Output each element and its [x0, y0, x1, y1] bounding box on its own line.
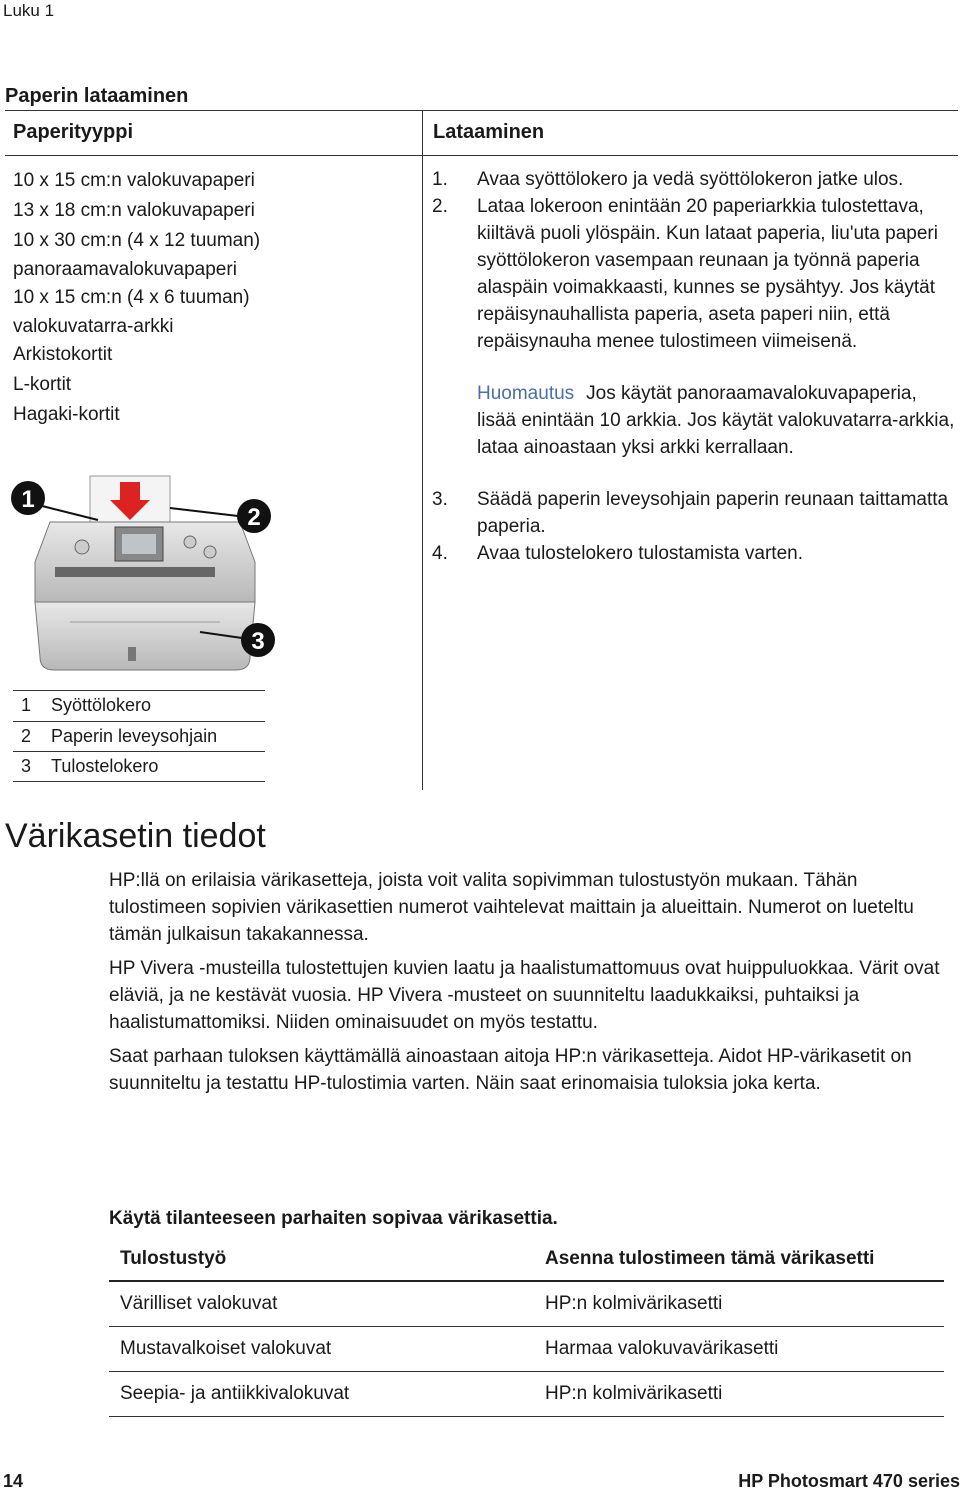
lock-icon: [128, 647, 136, 661]
legend-row: [13, 721, 265, 752]
step-number: 2.: [432, 196, 448, 217]
loading-steps: [432, 166, 957, 567]
step-number: 1.: [432, 169, 448, 190]
callout-marker-label: 1: [21, 486, 35, 513]
page-number: 14: [3, 1471, 24, 1491]
note-label: Huomautus: [477, 383, 575, 404]
button-icon: [75, 540, 89, 554]
step-1: [432, 166, 957, 193]
step-text: Lataa lokeroon enintään 20 paperiarkkia tulostettava, kiiltävä puoli ylöspäin. Kun lataat paperia, liu'uta paperi syöttölokeron vasempaan reunaan ja työnnä paperia alaspäin voimakkaasti, kunnes se pysähtyy. Jos käytät repäisynauhallista paperia, aseta paperi niin, että repäisynauha menee tulostimeen viimeisenä.: [477, 196, 938, 352]
table-header-rule: [5, 155, 958, 156]
table-cell: HP:n kolmivärikasetti: [534, 1281, 944, 1326]
table-header-cell: Asenna tulostimeen tämä värikasetti: [534, 1236, 944, 1281]
table-cell: Värilliset valokuvat: [109, 1281, 534, 1326]
table-header-row: [109, 1236, 944, 1281]
legend-number: 1: [21, 695, 32, 716]
table-cell: Mustavalkoiset valokuvat: [109, 1326, 534, 1371]
legend-label: Syöttölokero: [51, 695, 152, 716]
callout-marker-label: 3: [251, 628, 265, 655]
product-name: HP Photosmart 470 series: [738, 1471, 960, 1491]
paragraph: HP Vivera -musteilla tulostettujen kuvien laatu ja haalistumattomuus ovat huippuluokkaa. Värit ovat eläviä, ja ne kestävät vuosia. HP Vivera -musteet on suunniteltu laadukkaiksi, puhtaiksi ja haalistumattomiksi. Niiden ominaisuudet on myös testattu.: [109, 958, 940, 1033]
step-text: Avaa syöttölokero ja vedä syöttölokeron jatke ulos.: [477, 169, 904, 190]
button-icon: [184, 536, 196, 548]
paper-type-item: panoraamavalokuvapaperi: [13, 259, 237, 280]
chapter-label: Luku 1: [3, 1, 55, 20]
body-text: [109, 867, 949, 1104]
table-cell: Harmaa valokuvavärikasetti: [534, 1326, 944, 1371]
button-icon: [204, 546, 216, 558]
note: [477, 380, 957, 461]
legend-label: Tulostelokero: [51, 755, 159, 776]
step-3: [432, 486, 957, 540]
paragraph: HP:llä on erilaisia värikasetteja, joista voit valita sopivimman tulostustyön mukaan. Tähän tulostimeen sopivien värikasettien numerot vaihtelevat maittain ja alueittain. Numerot on lueteltu tämän julkaisun takakannessa.: [109, 870, 914, 945]
callout-legend: [13, 690, 265, 782]
section-title: Paperin lataaminen: [5, 85, 189, 107]
table-column-divider: [422, 110, 423, 790]
paper-type-item: valokuvatarra-arkki: [13, 316, 174, 337]
screen-display: [122, 534, 156, 554]
ink-table-title: Käytä tilanteeseen parhaiten sopivaa värikasettia.: [109, 1208, 558, 1229]
paper-type-item: 13 x 18 cm:n valokuvapaperi: [13, 200, 255, 221]
printer-illustration: [10, 472, 278, 677]
loading-header: Lataaminen: [433, 121, 545, 143]
step-text: Avaa tulostelokero tulostamista varten.: [477, 543, 803, 564]
paragraph: Saat parhaan tuloksen käyttämällä ainoastaan aitoja HP:n värikasetteja. Aidot HP-värikasetit on suunniteltu ja testattu HP-tulostimia varten. Näin saat erinomaisia tuloksia joka kerta.: [109, 1046, 912, 1094]
callout-marker-label: 2: [247, 504, 261, 531]
table-cell: HP:n kolmivärikasetti: [534, 1371, 944, 1416]
step-number: 3.: [432, 489, 448, 510]
paper-type-item: Hagaki-kortit: [13, 404, 120, 425]
paper-type-item: Arkistokortit: [13, 344, 113, 365]
legend-row: [13, 690, 265, 721]
ink-table: [109, 1236, 944, 1417]
table-cell: Seepia- ja antiikkivalokuvat: [109, 1371, 534, 1416]
paper-type-list: [13, 166, 260, 430]
step-4: [432, 540, 957, 567]
legend-row: [13, 751, 265, 782]
step-text: Säädä paperin leveysohjain paperin reunaan taittamatta paperia.: [477, 489, 949, 537]
table-row: [109, 1371, 944, 1416]
table-row: [109, 1326, 944, 1371]
note-text: Jos käytät panoraamavalokuvapaperia, lisää enintään 10 arkkia. Jos käytät valokuvatarra-arkkia, lataa ainoastaan yksi arkki kerrallaan.: [477, 383, 955, 458]
paper-type-item: 10 x 15 cm:n valokuvapaperi: [13, 170, 255, 191]
paper-type-item: 10 x 30 cm:n (4 x 12 tuuman): [13, 230, 261, 251]
table-top-rule: [5, 110, 958, 111]
table-header-cell: Tulostustyö: [109, 1236, 534, 1281]
paper-type-item: 10 x 15 cm:n (4 x 6 tuuman): [13, 287, 250, 308]
step-number: 4.: [432, 543, 448, 564]
legend-number: 2: [21, 725, 32, 746]
legend-number: 3: [21, 755, 32, 776]
paper-type-header: Paperityyppi: [13, 121, 134, 143]
step-2: [432, 193, 957, 355]
card-slots: [55, 567, 215, 577]
page-heading: Värikasetin tiedot: [5, 817, 266, 855]
paper-type-item: L-kortit: [13, 374, 72, 395]
legend-label: Paperin leveysohjain: [51, 725, 218, 746]
table-row: [109, 1281, 944, 1326]
